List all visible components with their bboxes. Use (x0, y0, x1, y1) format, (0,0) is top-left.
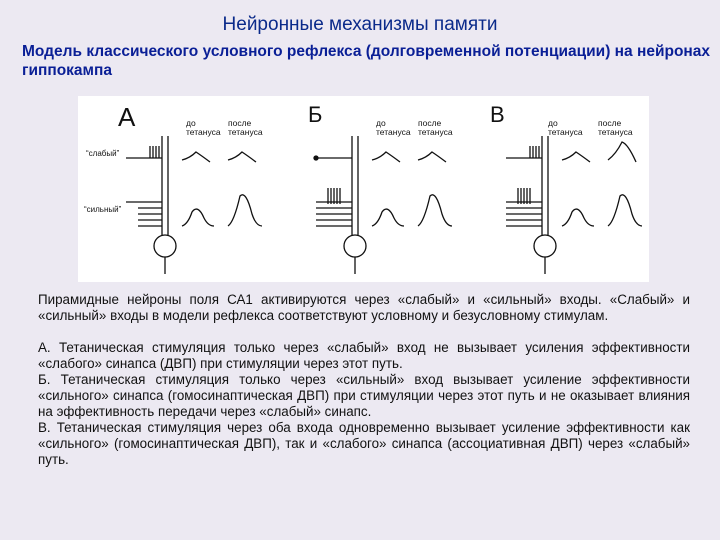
paragraph-a: А. Тетаническая стимуляция только через «слабый» вход не вызывает усиления эффективности «слабого» синапса (ДВП) при стимуляции через этот путь. (38, 340, 690, 371)
panel-a-neuron (126, 136, 262, 274)
page-title: Нейронные механизмы памяти (222, 14, 498, 35)
panel-c-letter: В (490, 102, 505, 127)
slide-subtitle: Модель классического условного рефлекса (долговременной потенциации) на нейронах гиппокампа (22, 43, 711, 79)
paragraph-c: В. Тетаническая стимуляция через оба входа одновременно вызывает усиление эффективности как «сильного» (гомосинаптическая ДВП), так и «слабого» синапса (ассоциативная ДВП) через «слабый» путь. (38, 420, 690, 467)
intro-paragraph: Пирамидные нейроны поля СА1 активируются через «слабый» и «сильный» входы. «Слабый» и «сильный» входы в модели рефлекса соответствуют условному и безусловному стимулам. (38, 292, 690, 323)
panel-c-after-label: после тетануса (598, 118, 633, 137)
panel-b-letter: Б (308, 102, 323, 127)
neuron-diagram (78, 96, 649, 282)
paragraph-b: Б. Тетаническая стимуляция только через «сильный» вход вызывает усиление эффективности «сильного» синапса (гомосинаптическая ДВП) при стимуляции через этот путь и не оказывает влияния на эффективность передачи через «слабый» синапс. (38, 372, 690, 419)
panel-b-neuron (314, 136, 452, 274)
strong-input-label: “сильный” (84, 205, 122, 214)
panel-a-before-label: до тетануса (186, 118, 221, 137)
weak-input-label: “слабый” (86, 149, 120, 158)
panel-b-after-label: после тетануса (418, 118, 453, 137)
panel-c-neuron (506, 136, 642, 274)
hippocampus-figure (78, 96, 649, 282)
panel-b-before-label: до тетануса (376, 118, 411, 137)
panel-a-letter: А (118, 102, 136, 132)
description-text (38, 292, 690, 468)
panel-a-after-label: после тетануса (228, 118, 263, 137)
panel-c-before-label: до тетануса (548, 118, 583, 137)
